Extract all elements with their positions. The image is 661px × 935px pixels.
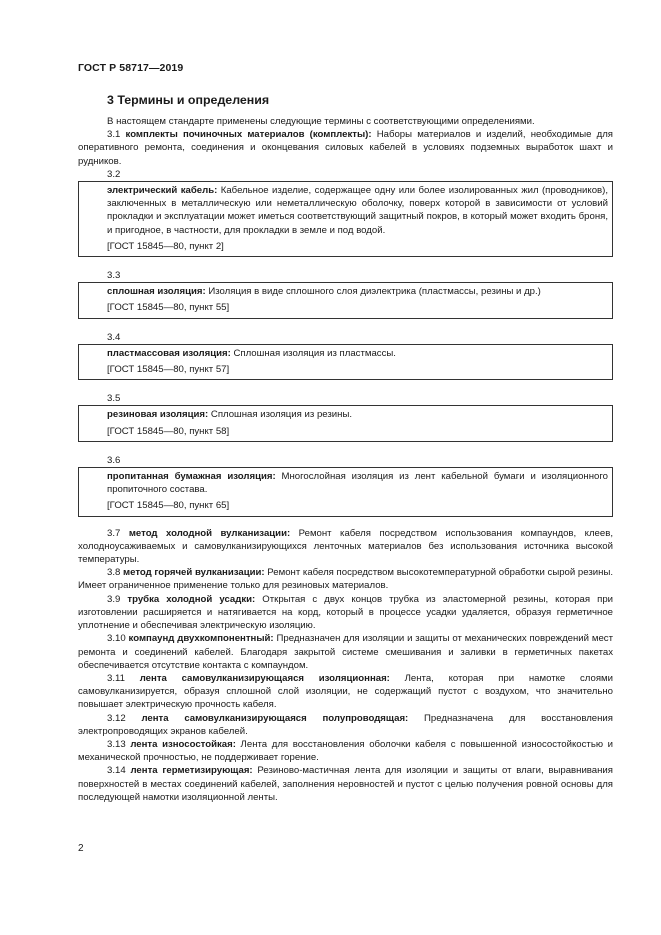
- term-definition: Лента, которая при намотке слоями самовулканизируется, образуя сплошной слой изоляции, не содержащий пустот с воздухом, что значительно повышает электрическую прочность кабеля.: [78, 672, 613, 711]
- term-name: метод горячей вулканизации:: [123, 567, 265, 579]
- section-title: 3 Термины и определения: [107, 93, 270, 107]
- term-3-6: [107, 470, 608, 496]
- term-definition: Лента для восстановления оболочки кабеля с повышенной износостойкостью и механической прочностью, не поддерживает горение.: [78, 738, 613, 764]
- quoted-term-box-3-2: [78, 181, 613, 257]
- term-name: метод холодной вулканизации:: [128, 527, 291, 539]
- term-number-3-4: 3.4: [107, 331, 121, 343]
- term-definition: Предназначена для восстановления электропроводящих экранов кабелей.: [78, 712, 613, 737]
- term-3-4: [107, 347, 608, 360]
- term-number-3-2: 3.2: [107, 168, 121, 180]
- term-definition: Изоляция в виде сплошного слоя диэлектрика (пластмассы, резины и др.): [205, 286, 541, 298]
- term-3-10: [78, 632, 613, 672]
- term-3-2: [107, 184, 608, 237]
- term-name: лента самовулканизирующаяся полупроводящая:: [141, 712, 409, 724]
- quoted-term-box-3-3: [78, 282, 613, 318]
- term-3-13: [78, 738, 613, 764]
- term-number: 3.7: [107, 527, 121, 539]
- term-definition: Многослойная изоляция из лент кабельной бумаги и изоляционного пропиточного состава.: [107, 471, 608, 496]
- term-reference: [ГОСТ 15845—80, пункт 57]: [107, 364, 230, 376]
- term-reference: [ГОСТ 15845—80, пункт 55]: [107, 302, 230, 314]
- term-definition: Ремонт кабеля посредством высокотемпературной обработки сырой резины. Имеет ограниченное применение только для резиновых материалов.: [78, 567, 614, 592]
- term-name: пластмассовая изоляция:: [107, 347, 231, 359]
- term-name: пропитанная бумажная изоляция:: [107, 471, 276, 483]
- term-number-3-5: 3.5: [107, 393, 121, 405]
- intro-paragraph: В настоящем стандарте применены следующие термины с соответствующими определениями.: [107, 116, 535, 127]
- term-name: компаунд двухкомпонентный:: [128, 633, 274, 645]
- term-3-11: [78, 672, 613, 712]
- term-3-7: [78, 527, 613, 567]
- term-definition: Сплошная изоляция из пластмассы.: [230, 347, 396, 359]
- term-3-8: [78, 566, 613, 592]
- term-number-3-3: 3.3: [107, 270, 121, 282]
- term-3-14: [78, 764, 613, 804]
- term-name: лента герметизирующая:: [130, 765, 253, 777]
- term-3-12: [78, 712, 613, 738]
- term-number: 3.14: [107, 765, 126, 777]
- term-definition: Резиново-мастичная лента для изоляции и защиты от влаги, выравнивания поверхностей в местах соединений кабелей, заполнения неровностей и пустот с целью получения ровной основы для последующей намотки изоляционной ленты.: [78, 765, 613, 803]
- term-definition: Предназначен для изоляции и защиты от механических повреждений мест ремонта и соединений кабелей. Благодаря закрытой системе смешивания и заливки в герметичных пакетах обеспечивается отсутствие контакта с компаундом.: [78, 633, 613, 671]
- term-name: электрический кабель:: [107, 185, 218, 197]
- term-name: лента самовулканизирующаяся изоляционная:: [139, 672, 390, 684]
- quoted-term-box-3-4: [78, 344, 613, 380]
- term-number: 3.1: [107, 129, 121, 141]
- term-name: резиновая изоляция:: [107, 409, 209, 421]
- term-3-5: [107, 408, 608, 421]
- terms-content: [78, 115, 613, 804]
- term-3-1: [78, 128, 613, 168]
- term-name: комплекты починочных материалов (комплекты):: [125, 129, 372, 141]
- term-definition: Наборы материалов и изделий, необходимые для оперативного ремонта, соединения и оконцевания силовых кабелей в условиях подземных выработок шахт и рудников.: [78, 129, 614, 167]
- term-definition: Кабельное изделие, содержащее одну или более изолированных жил (проводников), заключенных в металлическую или неметаллическую оболочку, поверх которой в зависимости от условий прокладки и эксплуатации может иметься соответствующий защитный покров, в который может входить броня, и пригодное, в частности, для прокладки в земле и под водой.: [107, 185, 609, 236]
- term-name: сплошная изоляция:: [107, 286, 206, 298]
- term-number: 3.8: [107, 567, 121, 579]
- term-number: 3.10: [107, 633, 126, 645]
- term-definition: Ремонт кабеля посредством использования компаундов, клеев, холодноусаживаемых и самовулканизирующихся ленточных материалов без использования источника высокой температуры.: [78, 527, 613, 566]
- term-number: 3.9: [107, 593, 121, 605]
- term-3-3: [107, 285, 608, 298]
- quoted-term-box-3-6: [78, 467, 613, 517]
- term-definition: Сплошная изоляция из резины.: [208, 409, 353, 421]
- term-3-9: [78, 593, 613, 633]
- quoted-term-box-3-5: [78, 405, 613, 441]
- term-number: 3.11: [107, 672, 125, 684]
- document-header: ГОСТ Р 58717—2019: [78, 62, 184, 74]
- term-number-3-6: 3.6: [107, 454, 121, 466]
- term-name: трубка холодной усадки:: [127, 593, 256, 605]
- page-number: 2: [78, 843, 84, 854]
- term-number: 3.13: [107, 738, 126, 750]
- term-number: 3.12: [107, 712, 126, 724]
- term-definition: Открытая с двух концов трубка из эластомерной резины, которая при изготовлении расширяется и натягивается на корд, который в процессе усадки удаляется, образуя герметичное уплотнение и обеспечивая электрическую изоляцию.: [78, 593, 614, 632]
- term-reference: [ГОСТ 15845—80, пункт 2]: [107, 240, 224, 252]
- term-name: лента износостойкая:: [130, 738, 236, 750]
- term-reference: [ГОСТ 15845—80, пункт 58]: [107, 425, 230, 437]
- term-reference: [ГОСТ 15845—80, пункт 65]: [107, 500, 230, 512]
